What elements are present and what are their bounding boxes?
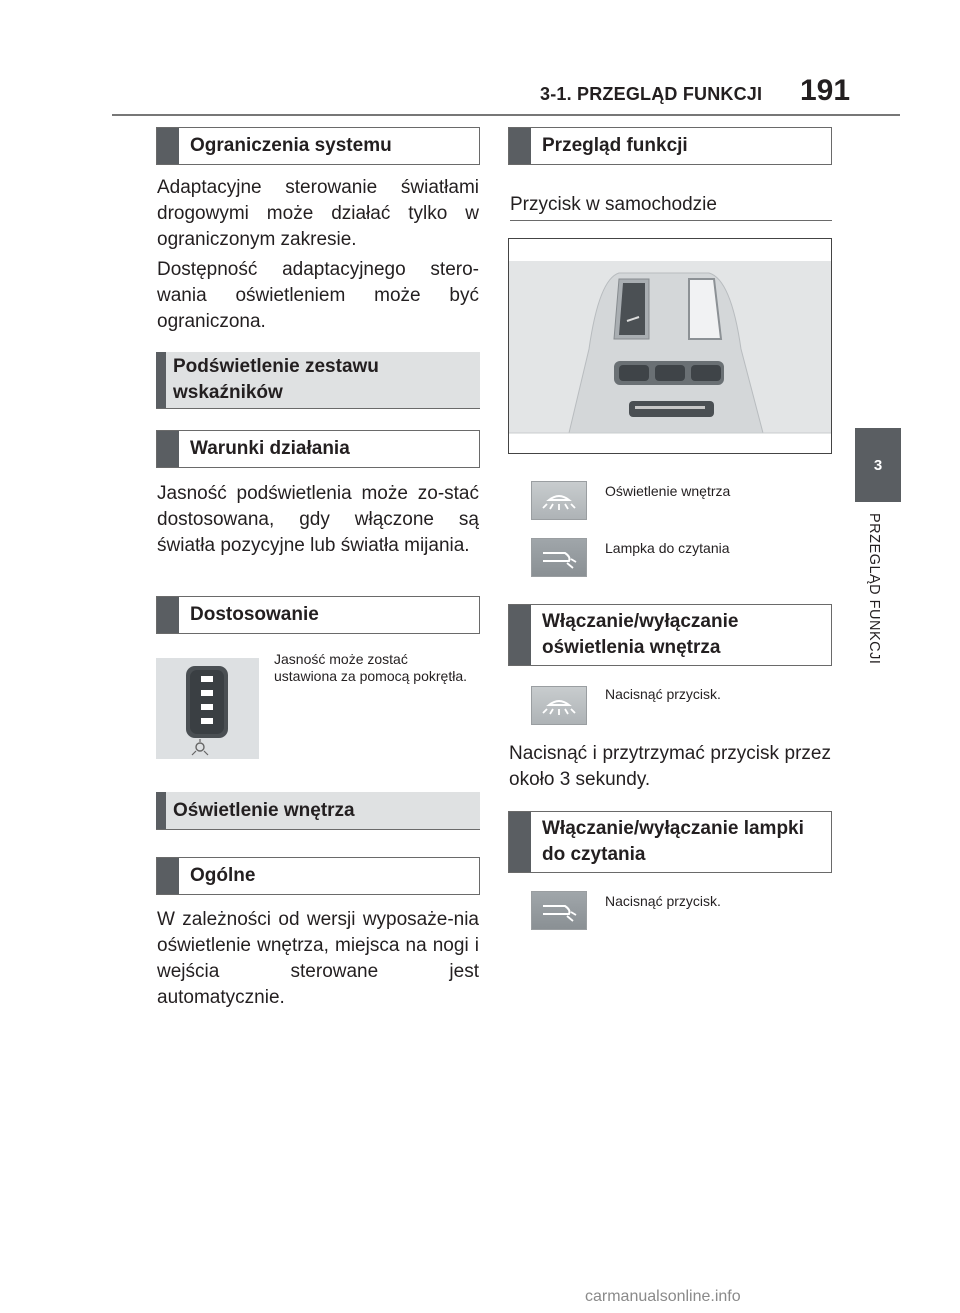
subheading-button: Przycisk w samochodzie: [510, 194, 717, 215]
heading-warunki-text: Warunki działania: [190, 438, 350, 459]
heading-wlacz-lampki-text: Włączanie/wyłączanie lampki do czytania: [542, 818, 804, 865]
heading-oswietlenie-text: Oświetlenie wnętrza: [173, 799, 355, 821]
heading-podswietlenie: [156, 352, 480, 409]
chapter-side-label: PRZEGLĄD FUNKCJI: [866, 513, 882, 665]
heading-ograniczenia: [156, 127, 480, 165]
heading-dostosowanie: [156, 596, 480, 634]
interior-light-icon: [531, 481, 587, 520]
label-reading-lamp: Lampka do czytania: [605, 540, 730, 556]
press-button-note-1: Nacisnąć przycisk.: [605, 686, 721, 702]
heading-wlacz-wnetrza-text: Włączanie/wyłączanie oświetlenia wnętrza: [542, 611, 739, 658]
chapter-tab[interactable]: 3: [855, 428, 901, 502]
heading-dostosowanie-text: Dostosowanie: [190, 604, 319, 625]
reading-lamp-icon: [531, 891, 587, 930]
header-divider: [112, 114, 900, 116]
interior-light-icon: [531, 686, 587, 725]
heading-wlacz-lampki: [508, 811, 832, 873]
watermark: carmanualsonline.info: [585, 1288, 741, 1305]
dimmer-knob-icon: [156, 658, 259, 759]
paragraph-hold: Nacisnąć i przytrzymać przycisk przez około 3 sekundy.: [509, 743, 831, 790]
subheading-rule: [510, 220, 832, 221]
heading-przeglad-text: Przegląd funkcji: [542, 135, 688, 156]
knob-caption: Jasność może zostać ustawiona za pomocą pokrętła.: [274, 651, 467, 684]
reading-lamp-icon: [531, 538, 587, 577]
paragraph-conditions: Jasność podświetlenia może zo-stać dostosowana, gdy włączone są światła pozycyjne lub światła mijania.: [157, 483, 479, 556]
heading-oswietlenie: [156, 792, 480, 830]
heading-warunki: [156, 430, 480, 468]
paragraph-general: W zależności od wersji wyposaże-nia oświetlenie wnętrza, miejsca na nogi i wejścia sterowane jest automatycznie.: [157, 909, 479, 1008]
section-title: 3-1. PRZEGLĄD FUNKCJI: [540, 84, 763, 104]
page-number: 191: [800, 74, 851, 107]
heading-przeglad: [508, 127, 832, 165]
paragraph-limits-2: Dostępność adaptacyjnego stero-wania oświetleniem może być ograniczona.: [157, 259, 479, 332]
label-interior-light: Oświetlenie wnętrza: [605, 483, 731, 499]
heading-wlacz-wnetrza: [508, 604, 832, 666]
heading-ogolne: [156, 857, 480, 895]
press-button-note-2: Nacisnąć przycisk.: [605, 893, 721, 909]
heading-ogolne-text: Ogólne: [190, 865, 256, 886]
overhead-console-photo: [508, 238, 832, 454]
paragraph-limits-1: Adaptacyjne sterowanie światłami drogowymi może działać tylko w ograniczonym zakresie.: [157, 177, 479, 250]
heading-ograniczenia-text: Ograniczenia systemu: [190, 135, 392, 156]
heading-podswietlenie-text: Podświetlenie zestawu wskaźników: [173, 356, 379, 403]
